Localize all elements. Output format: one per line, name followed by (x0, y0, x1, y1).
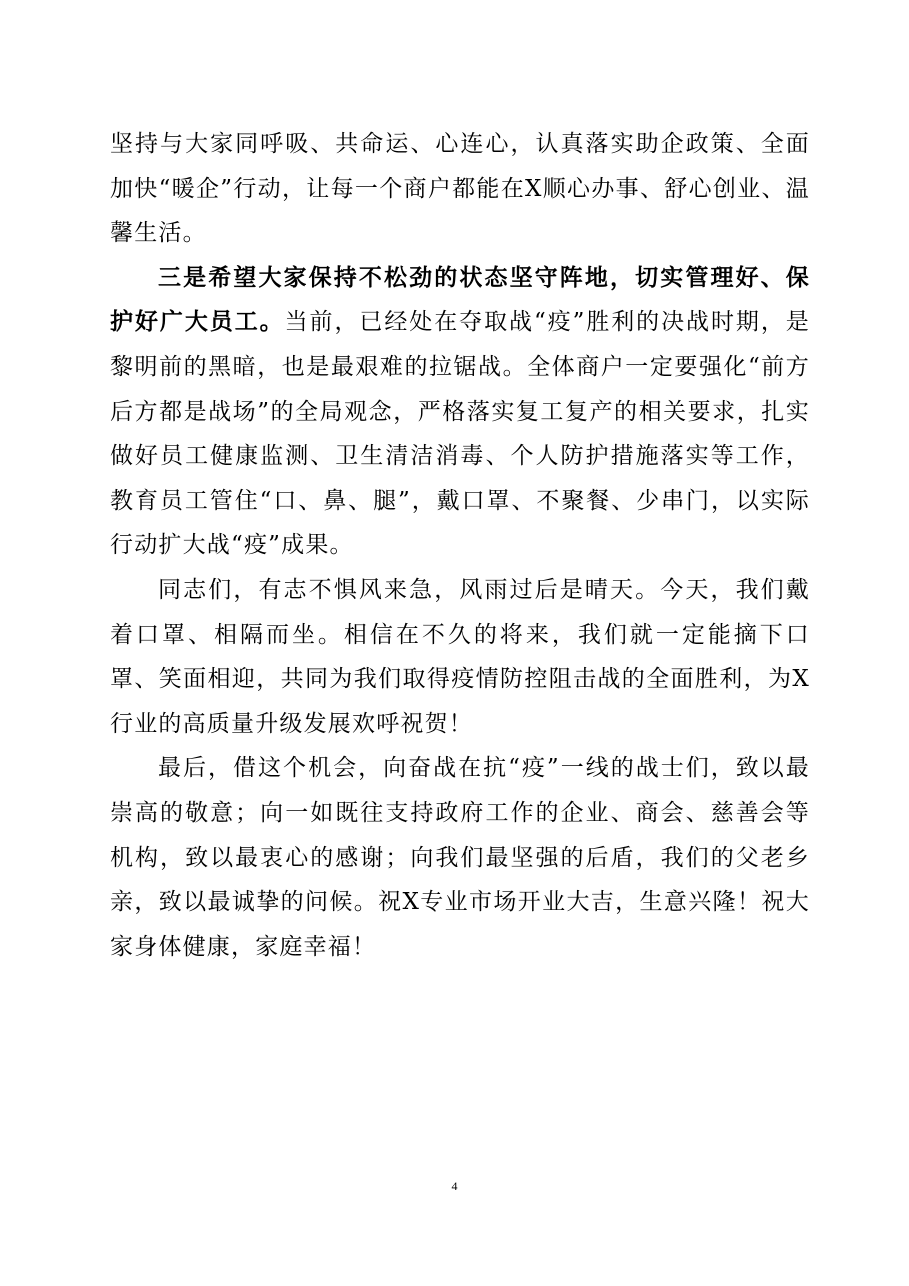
paragraph-text: 最后，借这个机会，向奋战在抗“疫”一线的战士们，致以最崇高的敬意；向一如既往支持政府工作的企业、商会、慈善会等机构，致以最衷心的感谢；向我们最坚强的后盾，我们的父老乡亲，致以最诚挚的问候。祝X专业市场开业大吉，生意兴隆！祝大家身体健康，家庭幸福！ (110, 755, 810, 960)
paragraph-text: 同志们，有志不惧风来急，风雨过后是晴天。今天，我们戴着口罩、相隔而坐。相信在不久的将来，我们就一定能摘下口罩、笑面相迎，共同为我们取得疫情防控阻击战的全面胜利，为X行业的高质量升级发展欢呼祝贺！ (110, 576, 810, 737)
paragraph-third-point (110, 256, 810, 568)
paragraph-heading-bold: 三是希望大家保持不松劲的状态坚守阵地，切实管理好、保护好广大员工。 (110, 263, 810, 336)
paragraph-comrades (110, 568, 810, 746)
paragraph-text: 坚持与大家同呼吸、共命运、心连心，认真落实助企政策、全面加快“暖企”行动，让每一个商户都能在X顺心办事、舒心创业、温馨生活。 (110, 131, 810, 247)
paragraph-closing (110, 746, 810, 969)
document-body (110, 122, 810, 969)
paragraph-continuation (110, 122, 810, 256)
page-number: 4 (451, 1179, 458, 1193)
paragraph-text: 当前，已经处在夺取战“疫”胜利的决战时期，是黎明前的黑暗，也是最艰难的拉锯战。全体商户一定要强化“前方后方都是战场”的全局观念，严格落实复工复产的相关要求，扎实做好员工健康监测、卫生清洁消毒、个人防护措施落实等工作，教育员工管住“口、鼻、腿”，戴口罩、不聚餐、少串门，以实际行动扩大战“疫”成果。 (110, 309, 810, 559)
